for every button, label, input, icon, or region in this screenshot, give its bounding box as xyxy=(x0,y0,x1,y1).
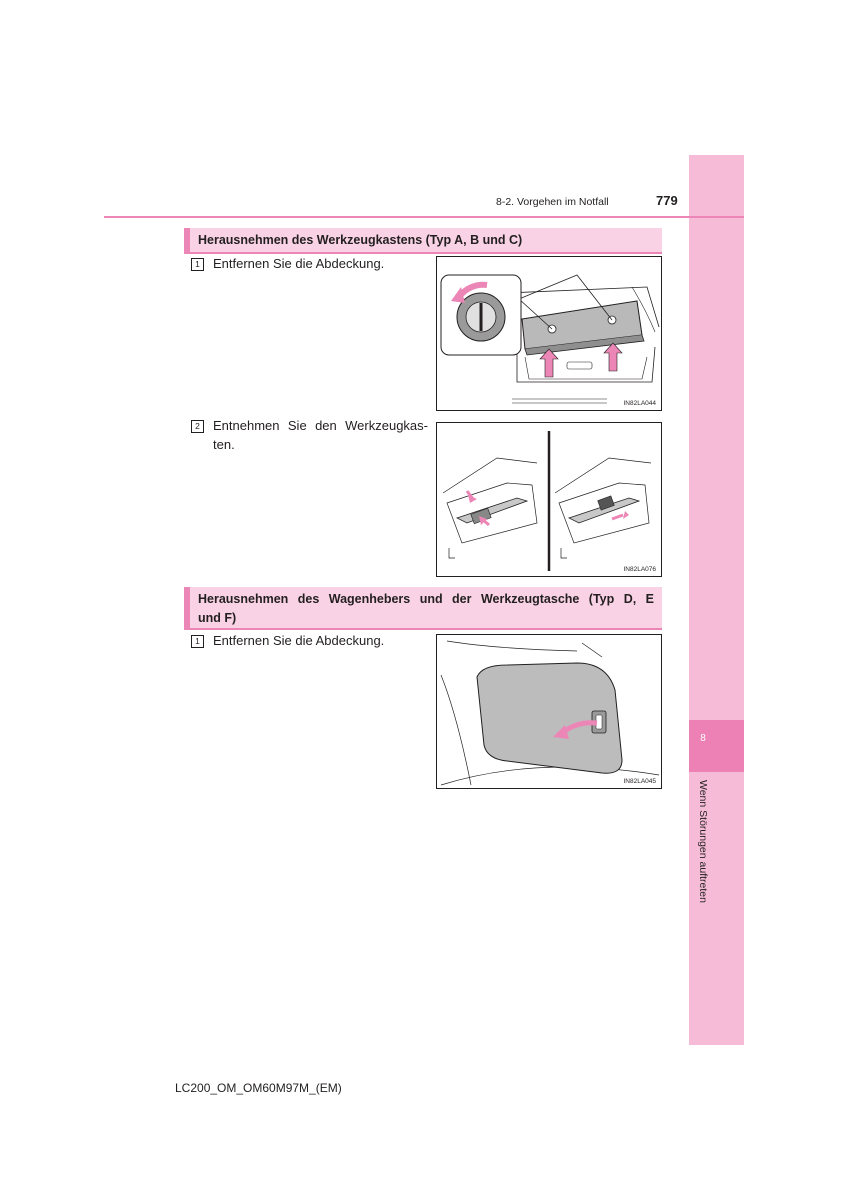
section-heading xyxy=(184,587,662,628)
step-text: Entfernen Sie die Abdeckung. xyxy=(213,633,385,648)
step-item xyxy=(191,631,428,650)
step-number: 1 xyxy=(191,635,204,648)
figure-remove-jack-cover xyxy=(436,634,662,789)
figure-remove-toolbox xyxy=(436,422,662,577)
page-number: 779 xyxy=(656,193,678,208)
figure-code: IN82LA076 xyxy=(623,566,656,573)
step-number: 2 xyxy=(191,420,204,433)
figure-code: IN82LA044 xyxy=(623,400,656,407)
section-heading: Herausnehmen des Werkzeugkastens (Typ A, B und C) xyxy=(184,228,662,252)
section-label: 8-2. Vorgehen im Notfall xyxy=(496,196,609,208)
step-item xyxy=(191,416,428,454)
chapter-title: Wenn Störungen auftreten xyxy=(697,780,709,903)
step-text: Entnehmen Sie den Werkzeugkas-ten. xyxy=(213,418,428,452)
step-item xyxy=(191,254,428,273)
chapter-number: 8 xyxy=(700,733,706,744)
section-heading-line: Herausnehmen des Wagenhebers und der Werkzeugtasche (Typ D, E xyxy=(198,592,654,606)
jack-cover-illustration xyxy=(437,635,661,788)
chapter-side-tab xyxy=(689,155,744,1045)
cover-illustration xyxy=(437,257,661,410)
section-heading-line: und F) xyxy=(198,611,237,625)
document-footer: LC200_OM_OM60M97M_(EM) xyxy=(175,1081,342,1095)
figure-code: IN82LA045 xyxy=(623,778,656,785)
figure-remove-cover xyxy=(436,256,662,411)
header-rule xyxy=(104,216,744,218)
step-text: Entfernen Sie die Abdeckung. xyxy=(213,256,385,271)
step-number: 1 xyxy=(191,258,204,271)
toolbox-illustration xyxy=(437,423,661,576)
chapter-tab-marker xyxy=(689,720,744,772)
